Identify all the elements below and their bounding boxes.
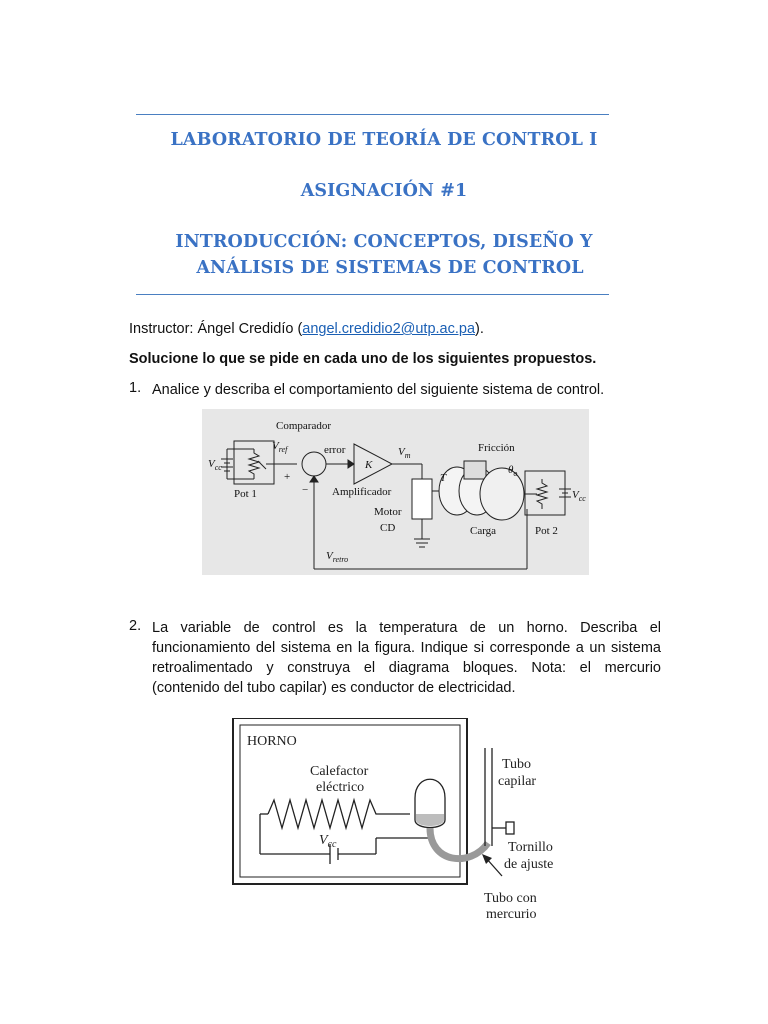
fig1-k: K <box>365 459 373 471</box>
fig1-plus: + <box>284 471 291 483</box>
item-2-line-4: (contenido del tubo capilar) es conductor de electricidad. <box>152 680 516 696</box>
assignment-title: ASIGNACIÓN #1 <box>300 181 468 201</box>
fig1-vm-symbol: V <box>398 446 405 458</box>
fig1-friccion: Fricción <box>478 442 515 454</box>
fig2-electrico: eléctrico <box>316 780 365 795</box>
item-1-text: Analice y describa el comportamiento del siguiente sistema de control. <box>152 382 605 398</box>
instructor-suffix: ). <box>475 321 484 337</box>
fig1-vref-symbol: V <box>272 440 279 452</box>
item-2-number: 2. <box>129 618 142 634</box>
item-2-line-1: La variable de control es la temperatura de un horno. Describa el <box>152 620 661 636</box>
fig2-tubo-con: Tubo con <box>484 891 537 906</box>
fig1-vcc-left-symbol: V <box>208 458 215 470</box>
topic-title-line1: INTRODUCCIÓN: CONCEPTOS, DISEÑO Y <box>175 232 593 252</box>
fig1-cd: CD <box>380 522 396 534</box>
fig1-vcc-right-sub: cc <box>578 494 586 503</box>
header-bottom-rule <box>136 294 609 295</box>
fig2-vcc-symbol: V <box>319 833 328 848</box>
fig1-amplificador: Amplificador <box>332 486 392 498</box>
fig2-vcc <box>319 833 337 850</box>
fig1-minus: − <box>302 484 309 496</box>
fig1-pot1: Pot 1 <box>234 488 257 500</box>
fig1-vcc-right-symbol: V <box>572 489 579 501</box>
fig1-theta-symbol: θ <box>508 464 514 476</box>
fig1-vretro-symbol: V <box>326 550 333 562</box>
instruction-text: Solucione lo que se pide en cada uno de los siguientes propuestos. <box>129 351 597 367</box>
fig2-calefactor: Calefactor <box>310 764 369 779</box>
figure-oven-thermostat <box>230 718 570 928</box>
instructor-prefix: Instructor: Ángel Credidío ( <box>129 321 303 337</box>
fig1-theta-sub: o <box>513 469 518 478</box>
fig1-t: T <box>440 472 447 484</box>
topic-title-line2: ANÁLISIS DE SISTEMAS DE CONTROL <box>196 258 584 278</box>
fig2-vcc-sub: cc <box>327 839 337 850</box>
fig1-error: error <box>324 444 346 456</box>
fig2-capilar: capilar <box>498 774 537 789</box>
item-1-number: 1. <box>129 380 142 396</box>
item-2-line-3: retroalimentado y construya el diagrama bloques. Nota: el mercurio <box>152 660 661 676</box>
fig2-mercurio: mercurio <box>486 907 537 922</box>
fig1-vref-sub: ref <box>278 445 288 454</box>
fig2-tornillo: Tornillo <box>508 840 553 855</box>
fig1-carga: Carga <box>470 525 497 537</box>
header-top-rule <box>136 114 609 115</box>
fig1-vretro-sub: retro <box>332 555 349 564</box>
item-2-line-2: funcionamiento del sistema en la figura. Indique si corresponde a un sistema <box>152 640 661 656</box>
item-2-text <box>152 618 661 698</box>
fig2-tubo: Tubo <box>502 757 532 772</box>
fig2-de-ajuste: de ajuste <box>504 857 554 872</box>
figure-position-control <box>202 409 589 575</box>
fig1-motor: Motor <box>374 506 402 518</box>
fig1-vm-sub: m <box>404 451 411 460</box>
fig2-horno: HORNO <box>247 734 297 749</box>
fig1-vcc-left-sub: cc <box>214 463 222 472</box>
instructor-email-link[interactable]: angel.credidio2@utp.ac.pa <box>302 321 476 337</box>
fig1-comparador: Comparador <box>276 420 331 432</box>
fig1-pot2: Pot 2 <box>535 525 558 537</box>
instructor-line <box>129 319 484 339</box>
lab-title: LABORATORIO DE TEORÍA DE CONTROL I <box>170 130 598 150</box>
